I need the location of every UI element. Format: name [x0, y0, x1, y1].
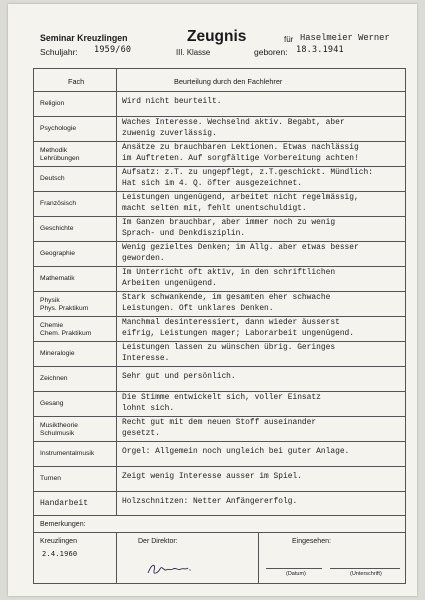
subject-cell: Mineralogie — [40, 350, 75, 357]
document-title: Zeugnis — [187, 28, 247, 45]
remark-cell: Sehr gut und persönlich. — [122, 372, 236, 381]
remark-cell: Manchmal desinteressiert, dann wieder äusserst eifrig, Leistungen mager; Laborarbeit ungenügend. — [122, 318, 355, 338]
subject-cell: Psychologie — [40, 125, 77, 132]
seen-label: Eingesehen: — [292, 538, 331, 545]
director-signature — [146, 561, 192, 577]
footer-col-divider — [116, 532, 117, 583]
table-row — [34, 191, 405, 192]
subject-cell: Gesang — [40, 400, 64, 407]
subject-cell: Zeichnen — [40, 375, 68, 382]
table-row — [34, 141, 405, 142]
subject-cell: Geographie — [40, 250, 75, 257]
table-row — [34, 491, 405, 492]
remark-cell: Wird nicht beurteilt. — [122, 97, 222, 106]
signature-caption: (Unterschrift) — [350, 571, 382, 577]
subject-cell: Mathematik — [40, 275, 75, 282]
column-header-remark: Beurteilung durch den Fachlehrer — [174, 77, 283, 86]
table-row — [34, 466, 405, 467]
place-label: Kreuzlingen — [40, 538, 77, 545]
subject-cell: Musiktheorie Schulmusik — [40, 422, 78, 437]
remark-cell: Waches Interesse. Wechselnd aktiv. Begabt, aber zuwenig zuverlässig. — [122, 118, 345, 138]
schoolyear-label: Schuljahr: — [40, 47, 78, 57]
signature-line — [330, 568, 400, 569]
subject-cell: Physik Phys. Praktikum — [40, 297, 89, 312]
school-name: Seminar Kreuzlingen — [40, 33, 128, 43]
born-value: 18.3.1941 — [296, 45, 344, 55]
remark-cell: Zeigt wenig Interesse ausser im Spiel. — [122, 472, 302, 481]
table-row — [34, 366, 405, 367]
table-row — [34, 316, 405, 317]
remark-cell: Die Stimme entwickelt sich, voller Einsatz lohnt sich. — [122, 393, 321, 413]
remark-cell: Wenig gezieltes Denken; im Allg. aber etwas besser geworden. — [122, 243, 359, 263]
remark-cell: Holzschnitzen: Netter Anfängererfolg. — [122, 497, 298, 506]
subject-cell: Deutsch — [40, 175, 65, 182]
table-row — [34, 241, 405, 242]
column-header-subject: Fach — [68, 77, 85, 86]
subject-cell: Methodik Lehrübungen — [40, 147, 80, 162]
issue-date: 2.4.1960 — [42, 550, 78, 558]
remark-cell: Im Ganzen brauchbar, aber immer noch zu wenig Sprach- und Denkdisziplin. — [122, 218, 336, 238]
subject-cell: Handarbeit — [40, 499, 89, 508]
class-label: III. Klasse — [176, 48, 211, 57]
remark-cell: Ansätze zu brauchbaren Lektionen. Etwas nachlässig im Auftreten. Auf sorgfältige Vorbereitung achten! — [122, 143, 359, 163]
table-row — [34, 91, 405, 92]
subject-cell: Turnen — [40, 475, 61, 482]
remarks-label: Bemerkungen: — [40, 521, 86, 528]
footer-col-divider-right — [258, 532, 259, 583]
remark-cell: Leistungen lassen zu wünschen übrig. Geringes Interesse. — [122, 343, 336, 363]
subject-cell: Französisch — [40, 200, 77, 207]
table-row — [34, 166, 405, 167]
subject-cell: Religion — [40, 100, 65, 107]
table-row — [34, 416, 405, 417]
table-row — [34, 391, 405, 392]
subject-cell: Geschichte — [40, 225, 74, 232]
remark-cell: Im Unterricht oft aktiv, in den schriftlichen Arbeiten ungenügend. — [122, 268, 336, 288]
date-line — [266, 568, 322, 569]
table-row — [34, 341, 405, 342]
remark-cell: Orgel: Allgemein noch ungleich bei guter Anlage. — [122, 447, 350, 456]
schoolyear-value: 1959/60 — [94, 45, 132, 55]
column-divider — [116, 69, 117, 515]
subject-cell: Instrumentalmusik — [40, 450, 95, 457]
subject-cell: Chemie Chem. Praktikum — [40, 322, 92, 337]
table-row — [34, 216, 405, 217]
table-row — [34, 441, 405, 442]
table-row — [34, 291, 405, 292]
grades-table — [33, 68, 406, 516]
remark-cell: Aufsatz: z.T. zu ungepflegt, z.T.geschickt. Mündlich: Hat sich im 4. Q. öfter ausgezeichnet. — [122, 168, 373, 188]
director-label: Der Direktor: — [138, 538, 178, 545]
datum-label: (Datum) — [286, 571, 306, 577]
report-card-sheet — [8, 4, 417, 596]
remark-cell: Leistungen ungenügend, arbeitet nicht regelmässig, macht selten mit, fehlt unentschuldigt. — [122, 193, 359, 213]
remark-cell: Stark schwankende, im gesamten eher schwache Leistungen. Oft unklares Denken. — [122, 293, 331, 313]
footer-divider — [34, 532, 405, 533]
footer-section — [33, 516, 406, 584]
remark-cell: Recht gut mit dem neuen Stoff auseinander gesetzt. — [122, 418, 317, 438]
table-row — [34, 266, 405, 267]
born-label: geboren: — [254, 47, 288, 57]
table-row — [34, 116, 405, 117]
student-name: Haselmeier Werner — [300, 33, 390, 43]
for-label: für — [284, 35, 294, 44]
